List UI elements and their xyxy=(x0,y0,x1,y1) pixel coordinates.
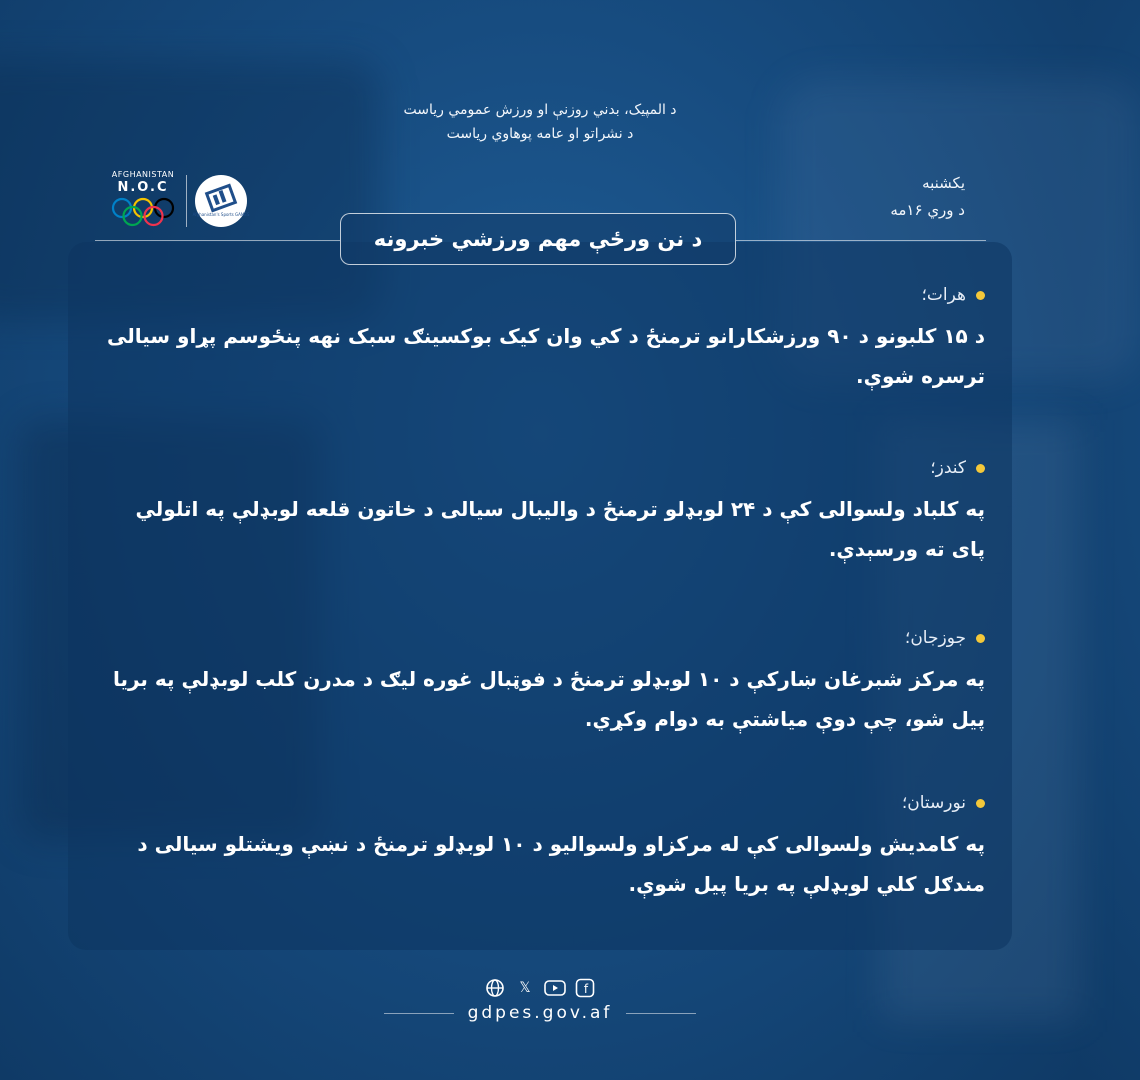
news-text: په کامديش ولسوالی کې له مرکزاو ولسواليو د ۱۰ لوبډلو ترمنځ د نښې ويشتلو سيالی د مندګل کلي لوبډلې په بريا پيل شوې. xyxy=(137,832,985,896)
sports-games-icon xyxy=(192,181,250,221)
organization-header xyxy=(0,98,1080,146)
noc-letters: N.O.C xyxy=(117,180,169,195)
organization-line-2: د نشراتو او عامه پوهاوي ریاست xyxy=(446,126,634,142)
news-place: هرات؛ xyxy=(921,285,966,305)
organization-line-1: د المپیک، بدني روزنې او ورزش عمومي ریاست xyxy=(403,102,677,118)
olympic-rings-icon xyxy=(110,197,176,227)
facebook-icon[interactable] xyxy=(574,977,596,999)
news-text: د ۱۵ کلبونو د ۹۰ ورزشکارانو ترمنځ د کي وان کيک بوکسينګ سبک نهه پنځوسم پړاو سيالی ترسره شوې. xyxy=(107,324,985,388)
news-item xyxy=(100,455,985,569)
afghanistan-sports-games-logo xyxy=(192,175,250,227)
social-links xyxy=(0,977,1080,999)
footer-line-left xyxy=(384,1013,454,1014)
news-place: نورستان؛ xyxy=(901,793,966,813)
noc-country: AFGHANISTAN xyxy=(111,170,175,179)
youtube-icon[interactable] xyxy=(544,977,566,999)
svg-text:Afghanistan's Sports GAMES: Afghanistan's Sports GAMES xyxy=(192,211,250,217)
website-link[interactable]: gdpes.gov.af xyxy=(467,1003,613,1023)
page-title: د نن ورځې مهم ورزشي خبرونه xyxy=(340,213,736,265)
noc-logo xyxy=(108,170,178,231)
date-block xyxy=(890,170,965,224)
globe-icon[interactable] xyxy=(484,977,506,999)
news-text: په مرکز شبرغان ښارکې د ۱۰ لوبډلو ترمنځ د فوټبال غوره ليګ د مدرن کلب لوبډلې په بريا پيل شو، چې دوې مياشتې به دوام وکړي. xyxy=(112,667,985,731)
x-icon[interactable]: 𝕏 xyxy=(519,980,531,996)
footer-line-right xyxy=(626,1013,696,1014)
logo-separator xyxy=(186,175,187,227)
weekday: یکشنبه xyxy=(922,174,965,192)
news-item xyxy=(100,790,985,904)
logos xyxy=(108,170,250,231)
bullet-dot-icon xyxy=(976,799,985,808)
news-text: په کلباد ولسوالی کې د ۲۴ لوبډلو ترمنځ د واليبال سيالی د خاتون قلعه لوبډلې په اتلولي پای ته ورسېدې. xyxy=(135,497,985,561)
bullet-dot-icon xyxy=(976,634,985,643)
website-footer xyxy=(0,1003,1080,1023)
date: د وري ۱۶مه xyxy=(890,201,965,219)
bullet-dot-icon xyxy=(976,291,985,300)
news-item xyxy=(100,282,985,396)
bullet-dot-icon xyxy=(976,464,985,473)
news-item xyxy=(100,625,985,739)
news-place: جوزجان؛ xyxy=(904,628,966,648)
divider-right xyxy=(736,240,986,241)
divider-left xyxy=(95,240,340,241)
svg-text:f: f xyxy=(583,982,589,996)
news-place: کندز؛ xyxy=(930,458,966,478)
